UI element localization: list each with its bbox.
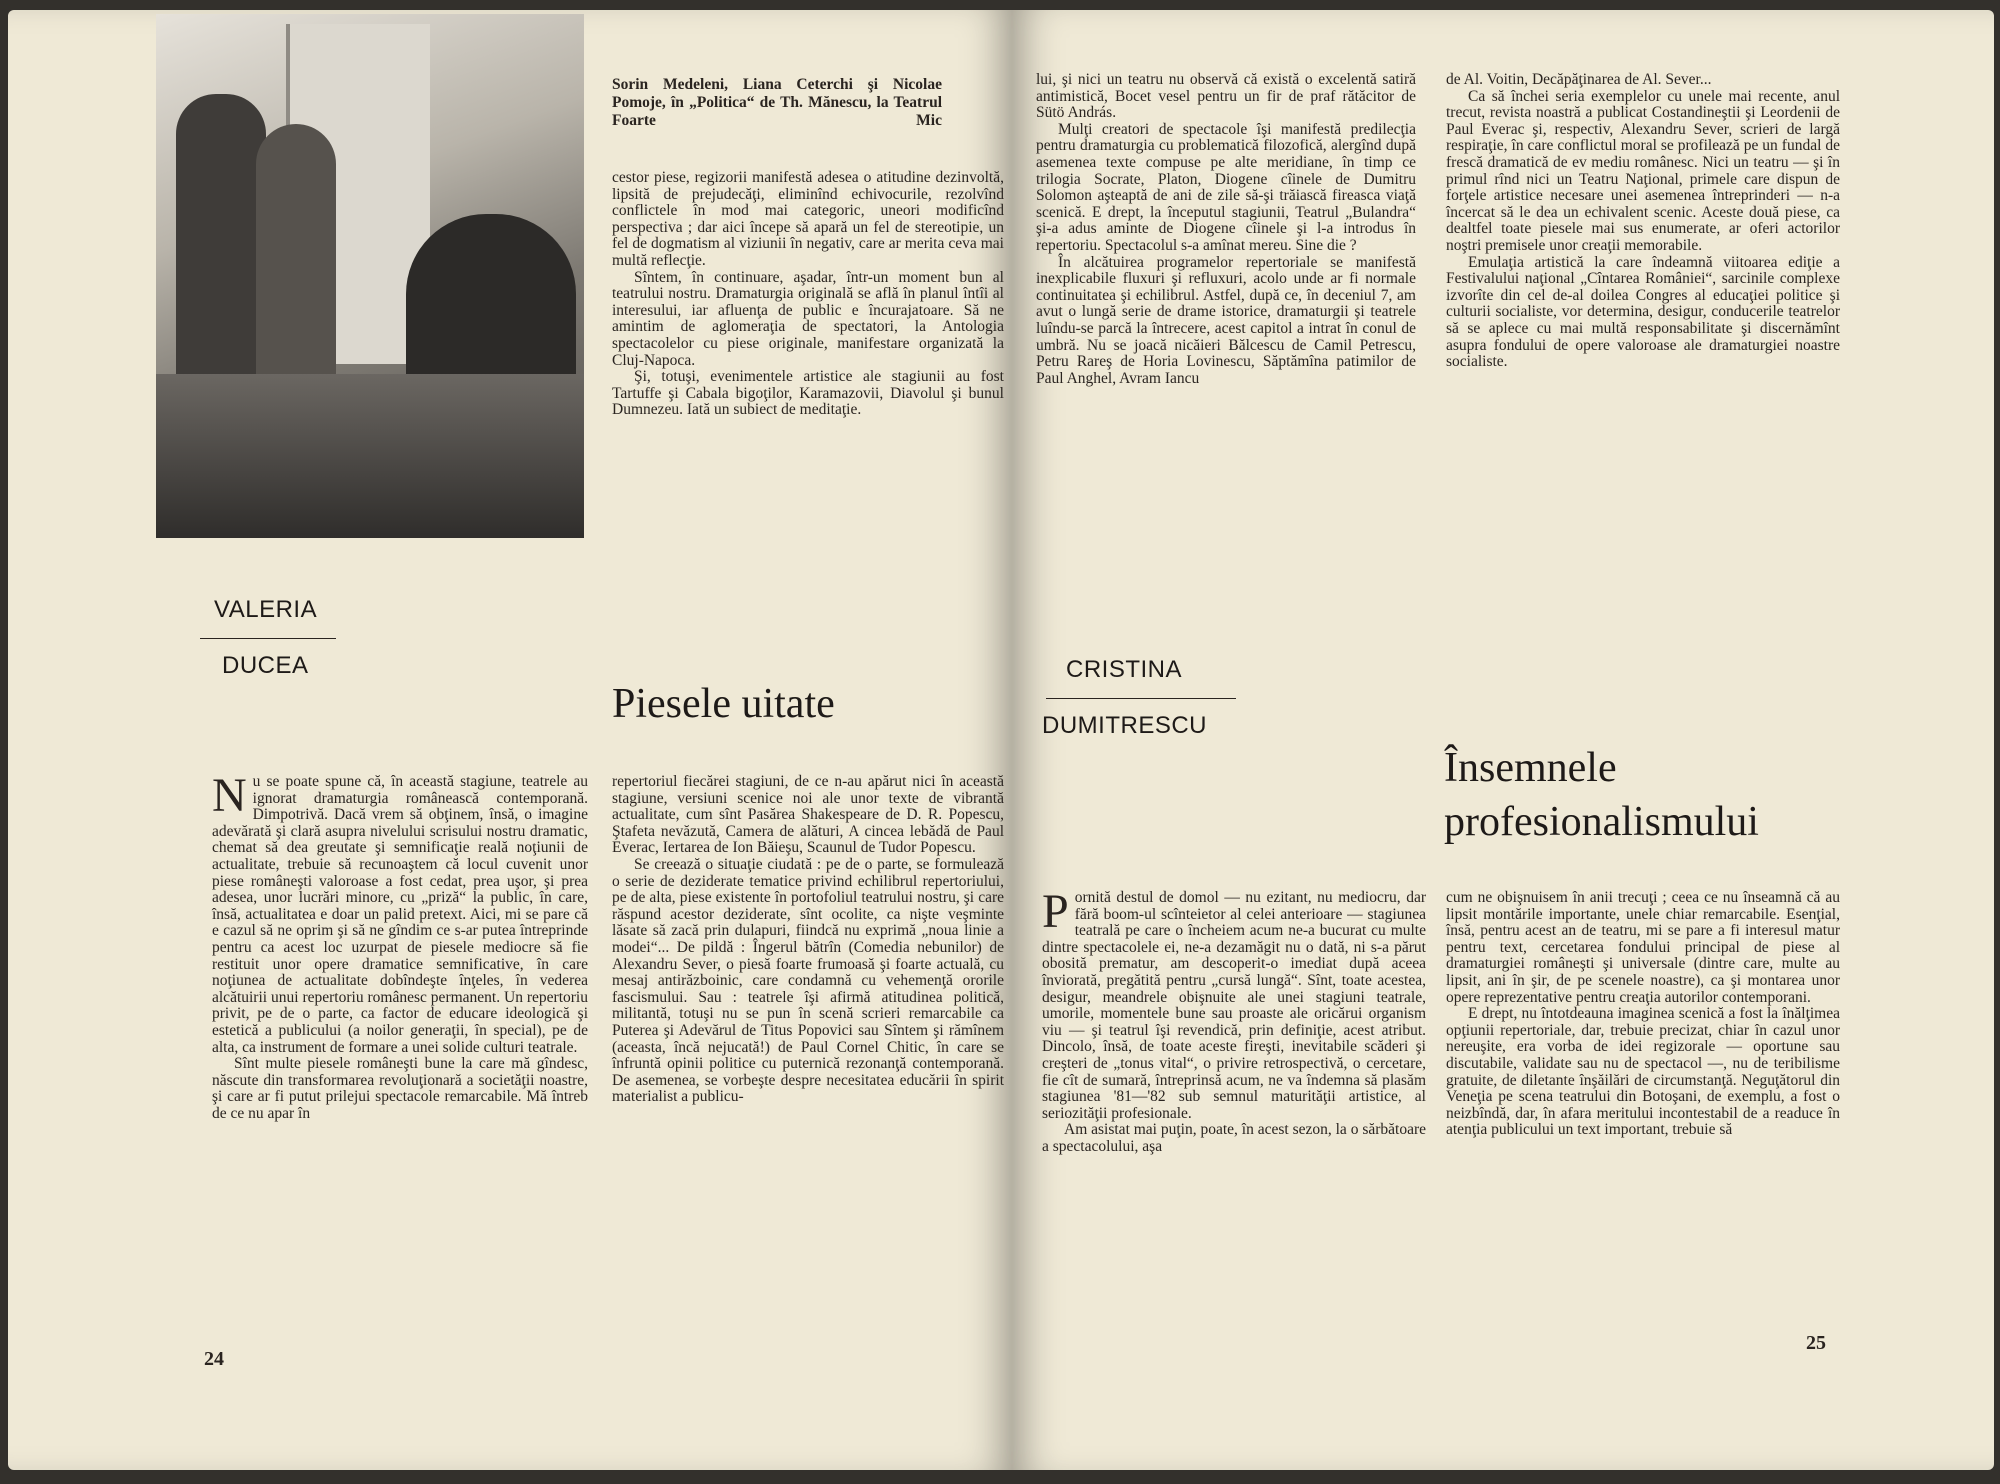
paragraph: cestor piese, regizorii manifestă adesea o atitudine dezinvoltă, lipsită de prejudecăţi, eliminînd echivocurile, rezolvînd conflictele în mod mai categoric, uneori modificînd perspectiva ; dar aici începe să apară un fel de stereotipie, un fel de dogmatism al viziunii în negativ, care ar merita ceva mai multă reflecţie. — [612, 169, 1004, 269]
photo-caption: Sorin Medeleni, Liana Ceterchi şi Nicolae Pomoje, în „Politica“ de Th. Mănescu, la Teatrul Foarte Mic — [612, 76, 942, 129]
paragraph: lui, şi nici un teatru nu observă că există o excelentă satiră antimistică, Bocet vesel pentru un fir de praf rătăcitor de Sütö András. — [1036, 71, 1416, 122]
theatre-photo — [156, 14, 584, 538]
right-top-column-2 — [1446, 72, 1840, 371]
paragraph: Am asistat mai puţin, poate, în acest sezon, la o sărbătoare a spectacolului, aşa — [1042, 1121, 1426, 1155]
paragraph: În alcătuirea programelor repertoriale se manifestă inexplicabile fluxuri şi refluxuri, acolo unde ar fi normale continuitatea şi echilibrul. Astfel, după ce, în deceniul 7, am avut o lungă serie de drame istorice, dramaturgii şi teatrele luîndu-se parcă la întrecere, acest capitol a intrat în conul de umbră. Nu se joacă nicăieri Bălcescu de Camil Petrescu, Petru Rareş de Horia Lovinescu, Săptămîna patimilor de Paul Anghel, Avram Iancu — [1036, 253, 1416, 387]
left-top-column — [612, 170, 1004, 419]
paragraph: Emulaţia artistică la care îndeamnă viitoarea ediţie a Festivalului naţional „Cîntarea României“, sarcinile complexe izvorîte din cel de-al doilea Congres al educaţiei politice şi culturii socialiste, vor determina, desigur, conducerile teatrelor să se aplece cu mai multă responsabilitate şi discernămînt asupra fondului de opere valoroase ale dramaturgiei noastre socialiste. — [1446, 253, 1840, 371]
paragraph: de Al. Voitin, Decăpăţinarea de Al. Sever... — [1446, 71, 1712, 88]
author-first-name: CRISTINA — [1066, 656, 1183, 683]
author-first-name: VALERIA — [214, 596, 318, 623]
left-column-1 — [212, 769, 588, 1122]
right-top-column-1 — [1036, 72, 1416, 387]
author-last-name: DUMITRESCU — [1042, 712, 1207, 739]
page-number: 25 — [1806, 1332, 1826, 1354]
paragraph: Se creează o situaţie ciudată : pe de o parte, se formulează o serie de deziderate tematice privind echilibrul repertoriului, pe de alta, piese existente în portofoliul teatrului nostru, şi care răspund acestor deziderate, sînt ocolite, ca nişte veşminte lăsate să zacă prin dulapuri, fiindcă nu exprimă „noua linie a modei“... De pildă : Îngerul bătrîn (Comedia nebunilor) de Alexandru Sever, o piesă foarte frumoasă şi foarte actuală, cu mesaj antirăzboinic, care condamnă cu vehemenţă ororile fascismului. Sau : teatrele îşi afirmă atitudinea politică, militantă, totuşi nu se pun în scenă scrieri remarcabile ca Puterea şi Adevărul de Titus Popovici sau Sîntem şi rămînem (aceasta, încă nejucată!) de Paul Cornel Chitic, în care se înfruntă opinii politice cu puternică rezonanţă contemporană. De asemenea, se vorbeşte despre necesitatea educării în spirit materialist a publicu- — [612, 855, 1004, 1106]
paragraph: E drept, nu întotdeauna imaginea scenică a fost la înălţimea opţiunii repertoriale, dar, trebuie precizat, chiar în cazul unor nereuşite, era vorba de idei regizorale — oportune sau discutabile, validate sau nu de spectacol —, nu de teribilisme gratuite, de diletante înşăilări de circumstanţă. Neguţătorul din Veneţia pe scena teatrului din Botoşani, de exemplu, a fost o neizbîndă, dar, în afara meritului incontestabil de a readuce în atenţia publicului un text important, trebuie să — [1446, 1005, 1840, 1139]
paragraph: cum ne obişnuisem în anii trecuţi ; ceea ce nu înseamnă că au lipsit montările importante, unele chiar remarcabile. Esenţial, însă, pentru acest an de teatru, mi se pare a fi interesul matur pentru text, cercetarea fondului principal de piese al dramaturgiei româneşti şi universale (dintre care, multe au lipsit, ani în şir, de pe scenele noastre), ca şi montarea unor opere reprezentative pentru creaţia autorilor contemporani. — [1446, 889, 1840, 1006]
article-title: Piesele uitate — [612, 681, 835, 727]
author-rule — [1046, 698, 1236, 699]
drop-cap: N — [212, 769, 247, 822]
right-column-1 — [1042, 885, 1426, 1156]
article-title-line-1: Însemnele — [1444, 745, 1617, 791]
paragraph: Şi, totuşi, evenimentele artistice ale stagiunii au fost Tartuffe şi Cabala bigoţilor, Karamazovii, Diavolul şi bunul Dumnezeu. Iată un subiect de meditaţie. — [612, 368, 1004, 419]
author-last-name: DUCEA — [222, 652, 309, 679]
paragraph: u se poate spune că, în această stagiune, teatrele au ignorat dramaturgia românească contemporană. Dimpotrivă. Dacă vrem să obţinem, însă, o imagine adevărată şi clară asupra nivelului scrisului nostru dramatic, chemat să dea greutate şi semnificaţie reală noţiunii de actualitate, trebuie să recunoaştem că locul cuvenit unor piese româneşti valoroase a fost cedat, prea uşor, şi prea adesea, unor lucrări minore, cu „priză“ la public, în care, însă, actualitatea e doar un palid pretext. Aici, mi se pare că e cazul să ne oprim şi să ne gîndim ce s-ar putea întreprinde pentru ca acest loc uzurpat de piesele mediocre să fie restituit unor opere dramatice semnificative, în care noţiunea de actualitate dobîndeşte înţeles, în vederea alcătuirii unui repertoriu românesc permanent. Un repertoriu privit, pe de o parte, ca factor de educare ideologică şi estetică a publicului (a noilor generaţii, în special), pe de alta, ca instrument de formare a unei solide culturi teatrale. — [212, 773, 588, 1056]
article-title-line-2: profesionalismului — [1444, 799, 1759, 845]
paragraph: Sîntem, în continuare, aşadar, într-un moment bun al teatrului nostru. Dramaturgia originală se află în planul întîi al interesului, iar afluenţa de public e încurajatoare. Să ne amintim de aglomeraţia de spectatori, la Antologia spectacolelor cu piese originale, manifestare organizată la Cluj-Napoca. — [612, 268, 1004, 369]
paragraph: Mulţi creatori de spectacole îşi manifestă predilecţia pentru dramaturgia cu problematică filozofică, alergînd după asemenea texte compuse pe alte meridiane, în timp ce trilogia Socrate, Platon, Diogene cîinele de Dumitru Solomon aşteaptă de ani de zile să-şi trăiască fireasca viaţă scenică. E drept, la începutul stagiunii, Teatrul „Bulandra“ şi-a adus aminte de Diogene cîinele şi l-a introdus în repertoriu. Spectacolul s-a amînat mereu. Sine die ? — [1036, 120, 1416, 254]
paragraph: Sînt multe piesele româneşti bune la care mă gîndesc, născute din transformarea revoluţionară a societăţii noastre, şi care ar fi putut prilejui spectacole remarcabile. Mă întreb de ce nu apar în — [212, 1055, 588, 1122]
left-column-2 — [612, 774, 1004, 1106]
page-number: 24 — [204, 1348, 224, 1370]
paragraph: repertoriul fiecărei stagiuni, de ce n-au apărut nici în această stagiune, versiuni scenice noi ale unor texte de vibrantă actualitate, cum sînt Pasărea Shakespeare de D. R. Popescu, Ştafeta nevăzută, Camera de alături, A cincea lebădă de Paul Everac, Iertarea de Ion Băieşu, Scaunul de Tudor Popescu. — [612, 773, 1004, 857]
right-column-2 — [1446, 890, 1840, 1139]
drop-cap: P — [1042, 885, 1069, 938]
paragraph: ornită destul de domol — nu ezitant, nu mediocru, dar fără boom-ul scînteietor al celei anterioare — stagiunea teatrală pe care o încheiem acum ne-a bucurat cu multe dintre spectacolele ei, ne-a dezamăgit nu o dată, ni s-a părut obosită prematur, am descoperit-o imediat după aceea înviorată, pregătită pentru „cursă lungă“. Sînt, toate acestea, desigur, meandrele obişnuite ale unei stagiuni teatrale, umorile, momentele bune sau proaste ale oricărui organism viu — şi teatrul îşi revendică, prin definiţie, acest atribut. Dincolo, însă, de toate aceste fireşti, inevitabile scăderi şi creşteri de „tonus vital“, o privire retrospectivă, o cercetare, fie cît de sumară, întreprinsă acum, ne va îndemna să plasăm stagiunea '81—'82 sub semnul maturităţii artistice, al seriozităţii profesionale. — [1042, 889, 1426, 1122]
left-page — [8, 10, 1012, 1470]
author-rule — [200, 638, 336, 639]
paragraph: Ca să închei seria exemplelor cu unele mai recente, anul trecut, revista noastră a publicat Costandineştii şi Leordenii de Paul Everac şi, respectiv, Alexandru Sever, scrieri de largă respiraţie, în care conflictul moral se profilează pe un fundal de frescă dramatică de ev mediu românesc. Nici un teatru — şi în primul rînd nici un Teatru Naţional, primele care dispun de forţele artistice necesare unei asemenea întreprinderi — n-a încercat să le dea un echivalent scenic. Aceste două piese, ca dealtfel toate piesele mai sus enumerate, ar oferi actorilor noştri premisele unor creaţii memorabile. — [1446, 87, 1840, 254]
right-page — [1012, 10, 1994, 1470]
